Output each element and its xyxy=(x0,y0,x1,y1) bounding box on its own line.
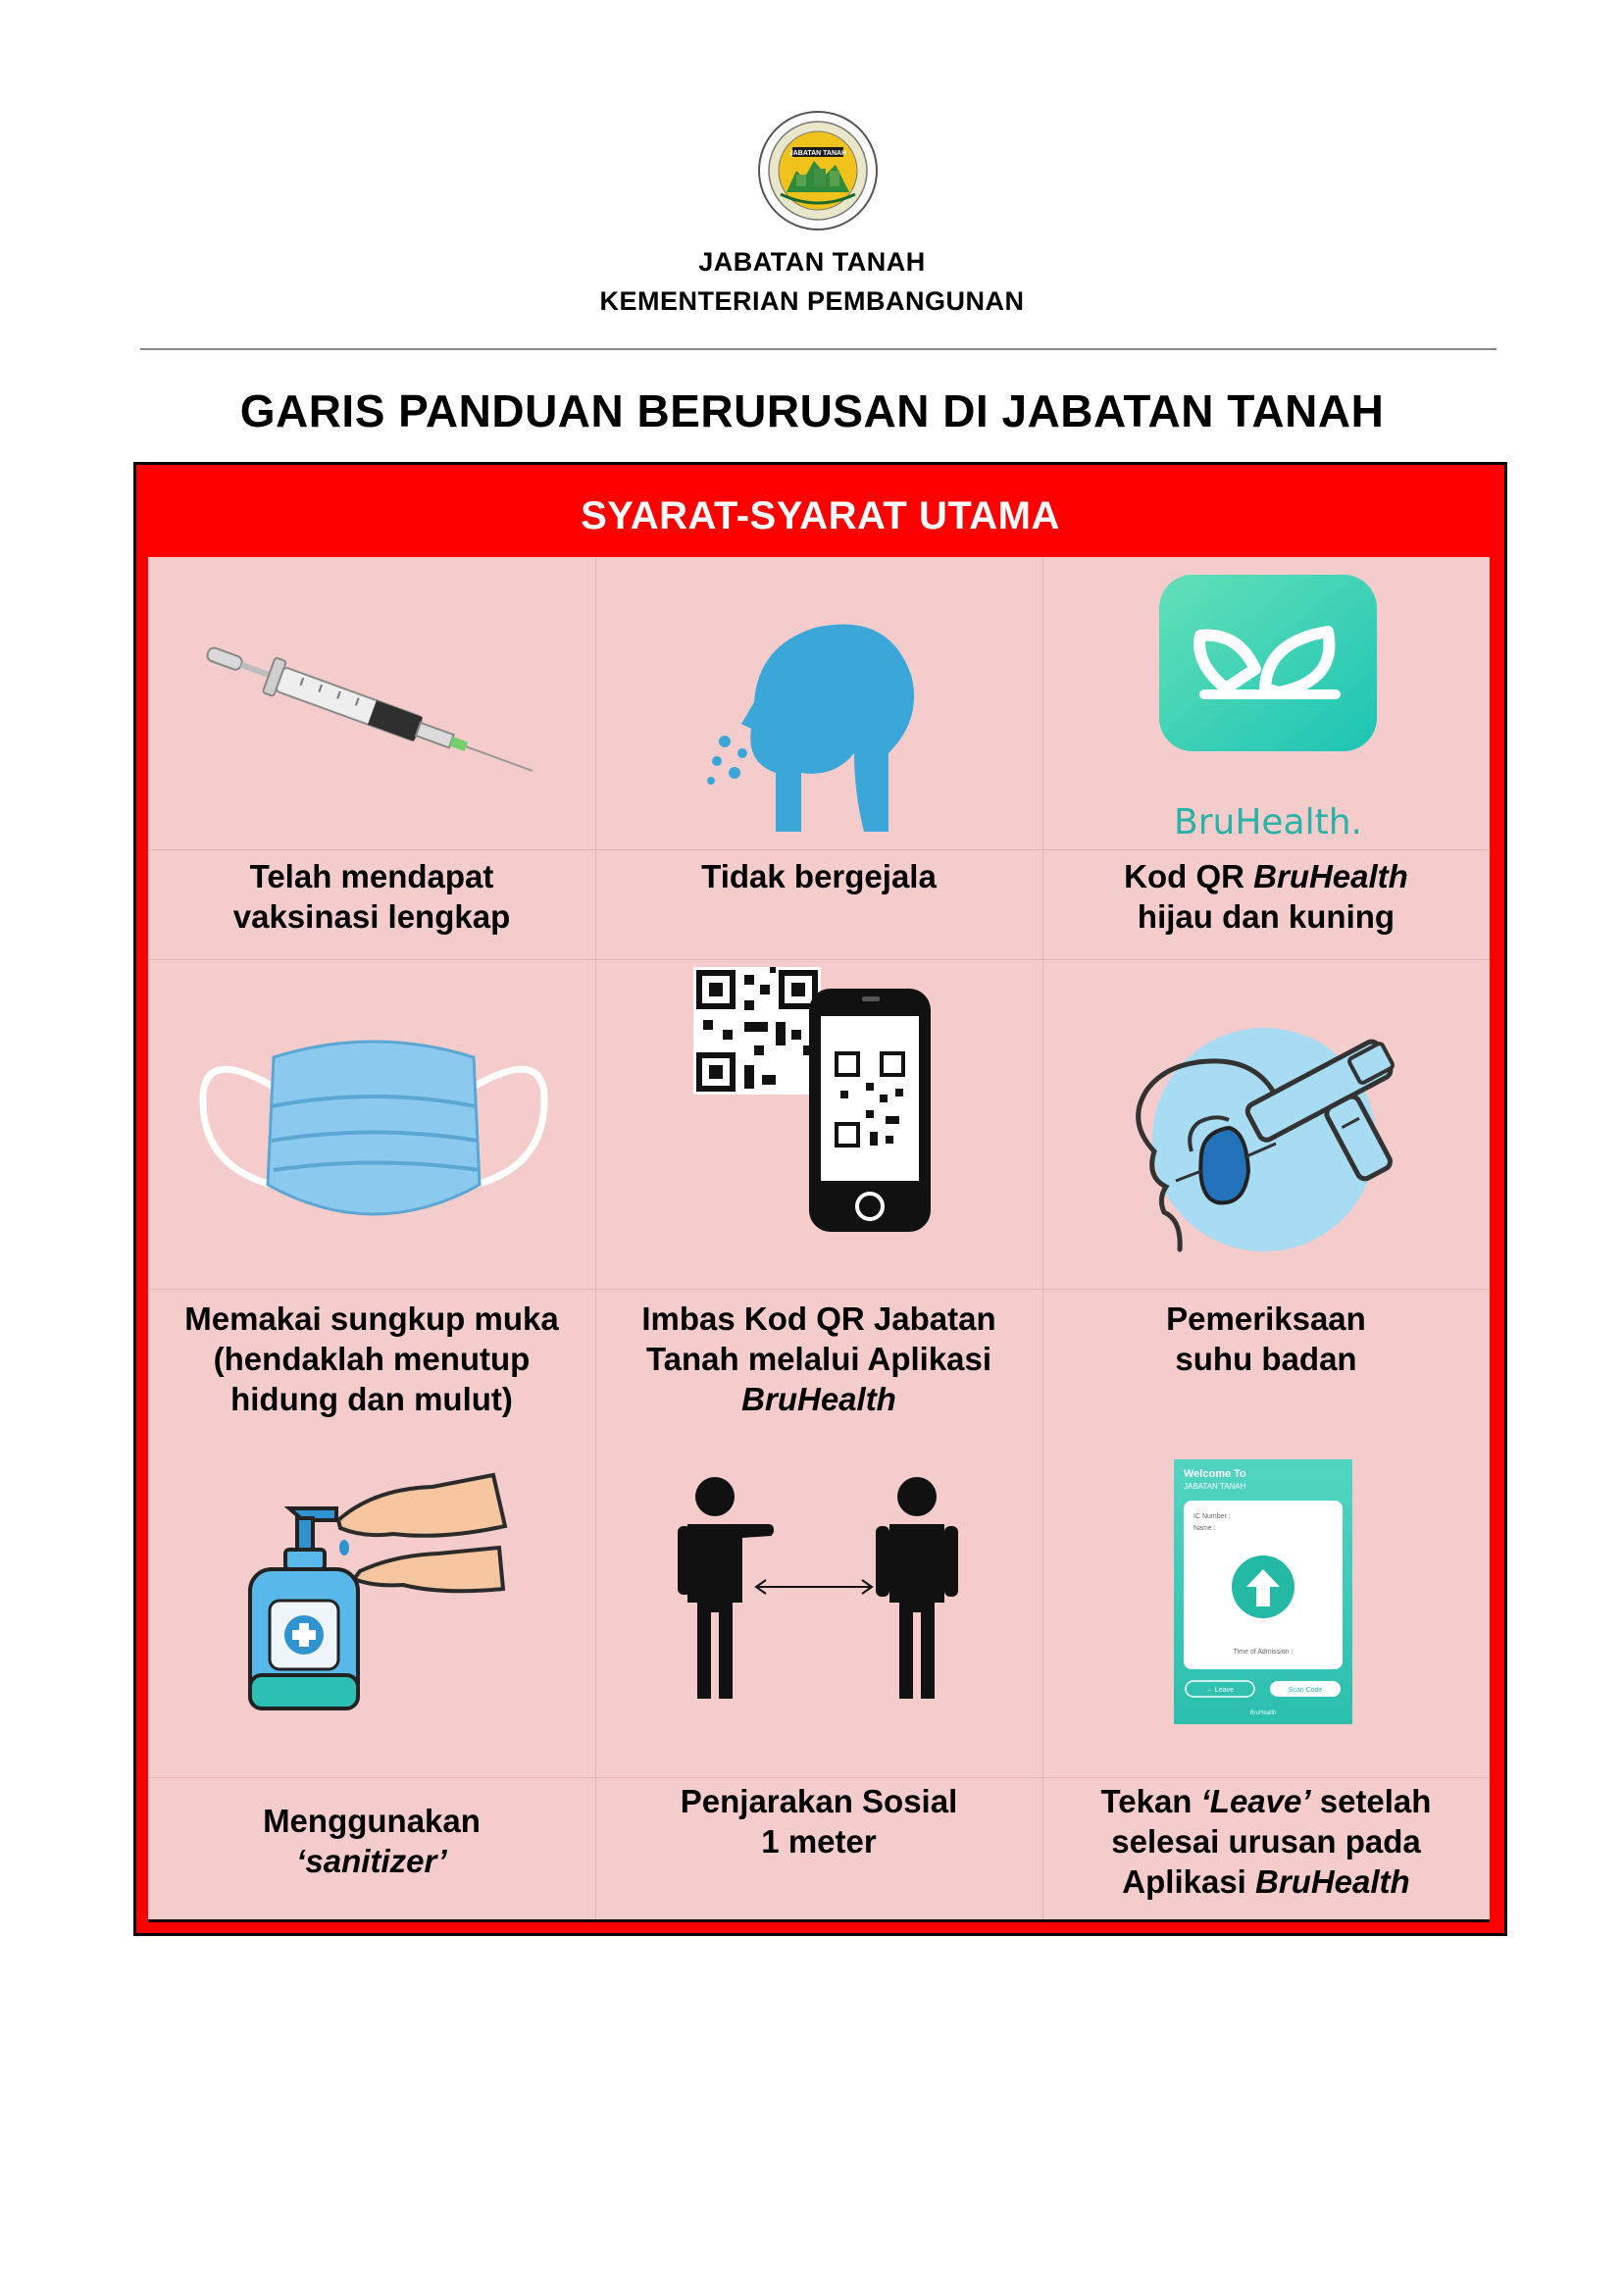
hand-sanitizer-icon xyxy=(246,1469,511,1714)
grid-divider xyxy=(1042,557,1043,1919)
caption-sanitizer: Menggunakan ‘sanitizer’ xyxy=(263,1803,481,1879)
svg-text:BruHealth.: BruHealth. xyxy=(1174,802,1362,842)
caption-temperature: Pemeriksaan suhu badan xyxy=(1166,1300,1366,1377)
grid-divider xyxy=(148,1289,1490,1290)
svg-text:Welcome To: Welcome To xyxy=(1184,1468,1246,1480)
svg-text:JABATAN TANAH: JABATAN TANAH xyxy=(1184,1482,1246,1491)
svg-text:Time of Admission :: Time of Admission : xyxy=(1233,1649,1294,1656)
cough-icon xyxy=(707,606,933,832)
caption-vaccination: Telah mendapat vaksinasi lengkap xyxy=(232,858,511,935)
caption-no-symptoms: Tidak bergejala xyxy=(701,858,937,894)
svg-text:← Leave: ← Leave xyxy=(1205,1687,1235,1694)
caption-social-distance: Penjarakan Sosial 1 meter xyxy=(680,1783,958,1860)
face-mask-icon xyxy=(195,1018,552,1244)
page-title: GARIS PANDUAN BERURUSAN DI JABATAN TANAH xyxy=(239,385,1385,436)
svg-text:Name :: Name : xyxy=(1193,1525,1216,1532)
grid-divider xyxy=(595,557,596,1919)
ministry-name: KEMENTERIAN PEMBANGUNAN xyxy=(599,286,1025,316)
phone-leave-icon xyxy=(1174,1459,1352,1724)
caption-face-mask: Memakai sungkup muka (hendaklah menutup hidung dan mulut) xyxy=(184,1300,559,1417)
header-divider xyxy=(140,348,1497,350)
requirements-panel xyxy=(133,462,1507,1936)
jabatan-tanah-seal-icon xyxy=(757,110,879,231)
grid-divider xyxy=(148,849,1490,850)
svg-text:JABATAN TANAH: JABATAN TANAH xyxy=(788,150,847,157)
caption-scan-qr: Imbas Kod QR Jabatan Tanah melalui Aplikasi BruHealth xyxy=(641,1300,996,1417)
svg-text:Scan Code: Scan Code xyxy=(1288,1687,1323,1694)
svg-text:IC Number :: IC Number : xyxy=(1193,1513,1231,1520)
grid-divider xyxy=(148,1777,1490,1778)
grid-divider xyxy=(148,959,1490,960)
requirements-grid xyxy=(148,557,1490,1922)
caption-qr-code: Kod QR BruHealth hijau dan kuning xyxy=(1124,858,1408,935)
syringe-icon xyxy=(197,645,550,783)
organization-name: JABATAN TANAH xyxy=(698,247,926,277)
bruhealth-app-icon xyxy=(1157,573,1379,847)
svg-text:BruHealth: BruHealth xyxy=(1249,1710,1277,1716)
social-distance-icon xyxy=(674,1475,968,1701)
thermometer-scan-icon xyxy=(1107,1004,1445,1269)
qr-scan-icon xyxy=(693,967,944,1232)
caption-press-leave: Tekan ‘Leave’ setelah selesai urusan pada Aplikasi BruHealth xyxy=(1100,1783,1432,1900)
panel-banner: SYARAT-SYARAT UTAMA xyxy=(581,494,1060,537)
